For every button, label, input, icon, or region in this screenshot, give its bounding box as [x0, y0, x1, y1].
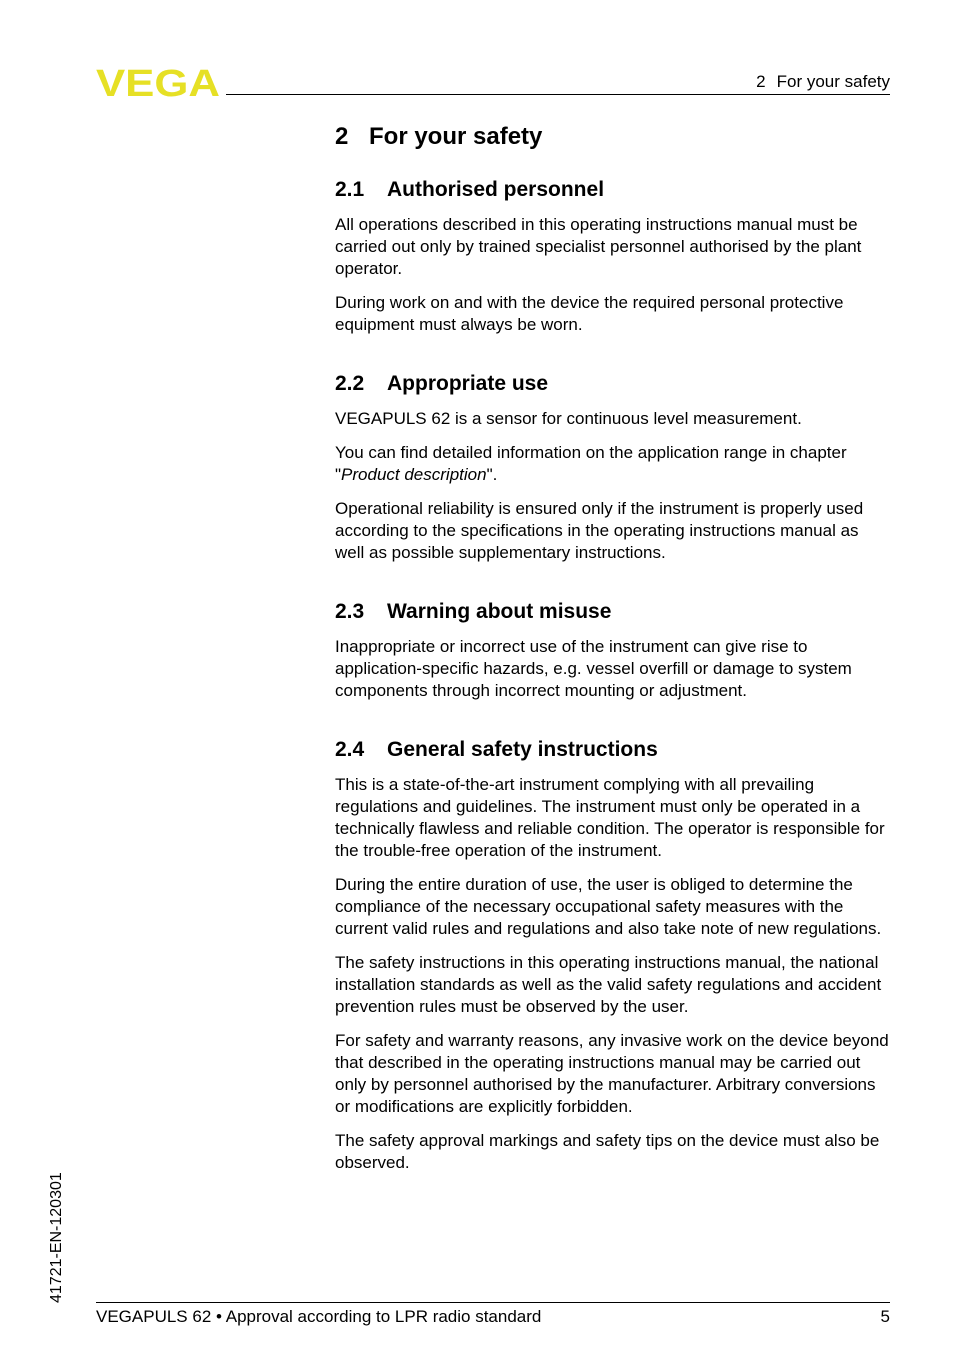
vega-logo	[96, 66, 220, 98]
section-authorised-personnel	[335, 176, 891, 336]
page-number: 5	[880, 1307, 890, 1326]
paragraph: This is a state-of-the-art instrument complying with all prevailing regulations and guidelines. The instrument must only be operated in a technically flawless and reliable condition. The operator is responsible for the trouble-free operation of the instrument.	[335, 775, 885, 860]
paragraph: The safety approval markings and safety tips on the device must also be observed.	[335, 1131, 880, 1172]
section-general-safety-instructions	[335, 736, 891, 1174]
section-number: 2.3	[335, 600, 365, 623]
chapter-title	[335, 120, 891, 154]
paragraph: VEGAPULS 62 is a sensor for continuous level measurement.	[335, 409, 802, 428]
running-head-title: For your safety	[776, 72, 890, 91]
section-title: Appropriate use	[387, 372, 549, 395]
paragraph: For safety and warranty reasons, any invasive work on the device beyond that described in the operating instructions manual may be carried out only by personnel authorised by the manufacturer. Arbitrary conversions or modifications are explicitly forbidden.	[335, 1031, 889, 1116]
running-head-number: 2	[756, 72, 766, 91]
vega-logo-text: VEGA	[96, 66, 220, 98]
section-warning-about-misuse	[335, 598, 891, 702]
section-heading	[335, 176, 891, 204]
paragraph-reference	[335, 442, 891, 486]
section-number: 2.4	[335, 738, 365, 761]
footer-title: VEGAPULS 62 • Approval according to LPR radio standard	[96, 1307, 542, 1326]
section-heading	[335, 736, 891, 764]
footer-rule	[96, 1302, 890, 1303]
section-heading	[335, 370, 891, 398]
section-title: Warning about misuse	[387, 600, 612, 623]
document-code: 41721-EN-120301	[48, 1172, 65, 1303]
paragraph: During the entire duration of use, the user is obliged to determine the compliance of the necessary occupational safety measures with the current valid rules and regulations and also take note of new regulations.	[335, 875, 882, 938]
section-heading	[335, 598, 891, 626]
paragraph: All operations described in this operating instructions manual must be carried out only by trained specialist personnel authorised by the plant operator.	[335, 215, 862, 278]
paragraph: The safety instructions in this operating instructions manual, the national installation standards as well as the valid safety regulations and accident prevention rules must be observed by the user.	[335, 953, 882, 1016]
section-title: General safety instructions	[387, 738, 658, 761]
chapter-reference: Product description	[341, 465, 487, 484]
paragraph: During work on and with the device the required personal protective equipment must always be worn.	[335, 293, 844, 334]
page-content	[335, 120, 891, 1186]
chapter-title-text: For your safety	[369, 123, 543, 150]
running-head	[756, 72, 890, 92]
reference-text-after: ".	[486, 465, 498, 484]
chapter-number: 2	[335, 123, 349, 150]
section-appropriate-use	[335, 370, 891, 564]
paragraph: Operational reliability is ensured only if the instrument is properly used according to the specifications in the operating instructions manual as well as possible supplementary instructions.	[335, 499, 864, 562]
reference-text-before: You can find detailed information on the application range in chapter "	[335, 443, 847, 484]
header-rule	[226, 94, 890, 95]
section-number: 2.2	[335, 372, 365, 395]
paragraph: Inappropriate or incorrect use of the instrument can give rise to application-specific hazards, e.g. vessel overfill or damage to system components through incorrect mounting or adjustment.	[335, 637, 852, 700]
section-title: Authorised personnel	[387, 178, 605, 201]
section-number: 2.1	[335, 178, 365, 201]
